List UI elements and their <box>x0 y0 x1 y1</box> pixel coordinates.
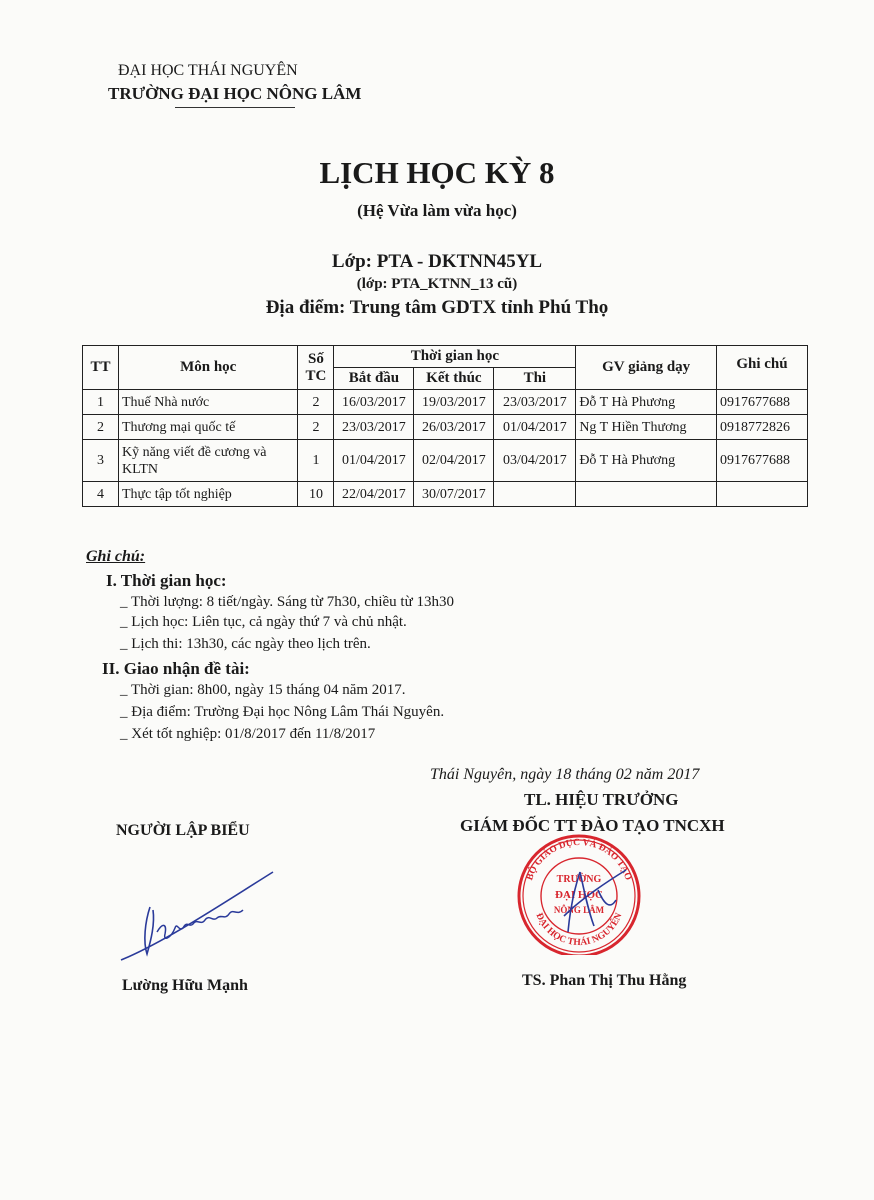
maker-name: Lường Hữu Mạnh <box>122 977 248 994</box>
header-note: Ghi chú <box>716 346 807 390</box>
cell-tt: 1 <box>83 390 119 415</box>
header-credits <box>298 346 334 390</box>
cell-teacher: Đỗ T Hà Phương <box>576 390 717 415</box>
cell-tt: 3 <box>83 440 119 482</box>
seal-center-line1: TRƯỜNG <box>556 874 602 885</box>
notes-item: _ Lịch thi: 13h30, các ngày theo lịch trên. <box>120 636 371 652</box>
table-row <box>83 390 808 415</box>
cell-exam <box>494 482 576 507</box>
cell-exam: 03/04/2017 <box>494 440 576 482</box>
header-subject: Môn học <box>118 346 298 390</box>
header-exam: Thi <box>494 368 576 390</box>
cell-tt: 4 <box>83 482 119 507</box>
maker-title: NGƯỜI LẬP BIỂU <box>116 822 250 839</box>
cell-subject: Thuế Nhà nước <box>118 390 298 415</box>
cell-note <box>716 482 807 507</box>
document-title: LỊCH HỌC KỲ 8 <box>319 155 555 190</box>
maker-signature <box>115 862 285 972</box>
cell-end: 30/07/2017 <box>414 482 494 507</box>
seal-center-line2: ĐẠI HỌC <box>555 889 603 901</box>
header-teacher: GV giảng dạy <box>576 346 717 390</box>
header-end: Kết thúc <box>414 368 494 390</box>
table-row <box>83 415 808 440</box>
old-class-name: (lớp: PTA_KTNN_13 cũ) <box>356 276 518 292</box>
cell-credits: 2 <box>298 390 334 415</box>
cell-note: 0917677688 <box>716 440 807 482</box>
table-row <box>83 440 808 482</box>
cell-credits: 2 <box>298 415 334 440</box>
cell-credits: 10 <box>298 482 334 507</box>
cell-teacher: Ng T Hiền Thương <box>576 415 717 440</box>
cell-subject: Thương mại quốc tế <box>118 415 298 440</box>
school-name: TRƯỜNG ĐẠI HỌC NÔNG LÂM <box>108 84 362 103</box>
notes-section-2-title: II. Giao nhận đề tài: <box>102 659 250 678</box>
cell-start: 01/04/2017 <box>334 440 414 482</box>
school-seal <box>508 830 650 955</box>
notes-item: _ Thời gian: 8h00, ngày 15 tháng 04 năm 2017. <box>120 682 406 698</box>
notes-heading: Ghi chú: <box>86 548 146 565</box>
university-name: ĐẠI HỌC THÁI NGUYÊN <box>118 62 298 79</box>
cell-end: 26/03/2017 <box>414 415 494 440</box>
notes-item: _ Địa điểm: Trường Đại học Nông Lâm Thái Nguyên. <box>120 704 445 720</box>
header-time-group: Thời gian học <box>334 346 576 368</box>
cell-exam: 01/04/2017 <box>494 415 576 440</box>
cell-note: 0917677688 <box>716 390 807 415</box>
schedule-table <box>82 345 808 507</box>
cell-note: 0918772826 <box>716 415 807 440</box>
notes-section-1-title: I. Thời gian học: <box>106 571 227 590</box>
director-title: GIÁM ĐỐC TT ĐÀO TẠO TNCXH <box>460 816 725 835</box>
director-name: TS. Phan Thị Thu Hằng <box>522 972 687 989</box>
cell-start: 16/03/2017 <box>334 390 414 415</box>
header-tt: TT <box>83 346 119 390</box>
cell-start: 22/04/2017 <box>334 482 414 507</box>
header-credits-line1: Số <box>308 350 324 367</box>
cell-teacher: Đỗ T Hà Phương <box>576 440 717 482</box>
notes-item: _ Xét tốt nghiệp: 01/8/2017 đến 11/8/2017 <box>120 726 376 742</box>
cell-teacher <box>576 482 717 507</box>
date-line: Thái Nguyên, ngày 18 tháng 02 năm 2017 <box>430 766 700 783</box>
cell-credits: 1 <box>298 440 334 482</box>
location: Địa điểm: Trung tâm GDTX tỉnh Phú Thọ <box>265 297 609 318</box>
cell-end: 19/03/2017 <box>414 390 494 415</box>
cell-end: 02/04/2017 <box>414 440 494 482</box>
document-subtitle: (Hệ Vừa làm vừa học) <box>357 201 517 220</box>
header-underline <box>175 107 295 108</box>
cell-subject: Thực tập tốt nghiệp <box>118 482 298 507</box>
class-name: Lớp: PTA - DKTNN45YL <box>331 251 543 272</box>
notes-item: _ Thời lượng: 8 tiết/ngày. Sáng từ 7h30, chiều từ 13h30 <box>120 594 454 610</box>
table-row <box>83 482 808 507</box>
seal-ring-top: BỘ GIÁO DỤC VÀ ĐÀO TẠO <box>525 837 633 882</box>
notes-item: _ Lịch học: Liên tục, cả ngày thứ 7 và chủ nhật. <box>120 614 407 630</box>
on-behalf-title: TL. HIỆU TRƯỞNG <box>524 790 679 809</box>
cell-exam: 23/03/2017 <box>494 390 576 415</box>
seal-center-line3: NÔNG LÂM <box>553 905 605 915</box>
cell-tt: 2 <box>83 415 119 440</box>
header-start: Bắt đầu <box>334 368 414 390</box>
cell-subject: Kỹ năng viết đề cương và KLTN <box>118 440 298 482</box>
cell-start: 23/03/2017 <box>334 415 414 440</box>
seal-ring-bottom: ĐẠI HỌC THÁI NGUYÊN <box>533 911 625 949</box>
header-credits-line2: TC <box>305 367 327 384</box>
